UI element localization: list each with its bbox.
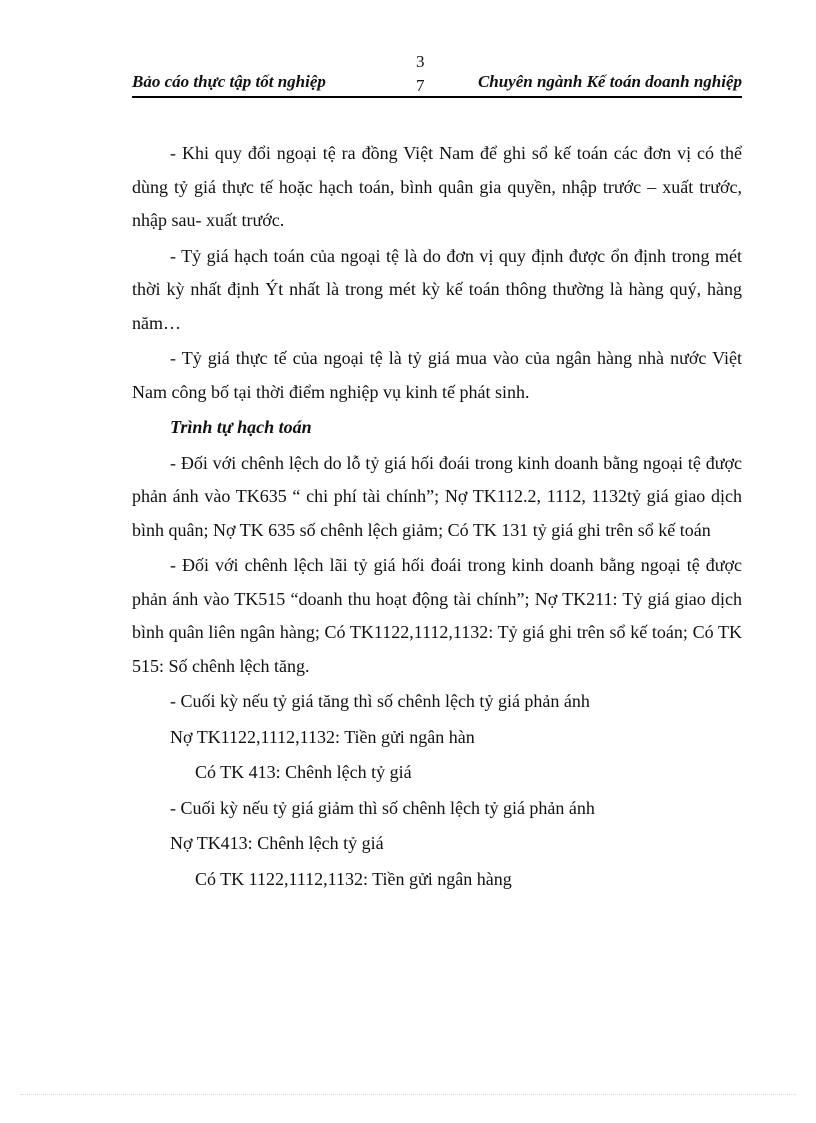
page-number-bottom: 7 (416, 76, 425, 95)
header-major-title: Chuyên ngành Kế toán doanh nghiệp (477, 72, 742, 91)
paragraph-exchange-gain: - Đối với chênh lệch lãi tỷ giá hối đoái trong kinh doanh bằng ngoại tệ được phản ánh vào TK515 “doanh thu hoạt động tài chính”; Nợ TK211: Tỷ giá giao dịch bình quân liên ngân hàng; Có TK1122,1112,1132: Tỷ giá ghi trên sổ kế toán; Có TK 515: Số chênh lệch tăng. (132, 555, 742, 676)
entry-line-debit-413: Nợ TK413: Chênh lệch tỷ giá (170, 833, 384, 853)
entry-line-increase: - Cuối kỳ nếu tỷ giá tăng thì số chênh lệch tỷ giá phản ánh (170, 691, 590, 711)
entry-line-decrease: - Cuối kỳ nếu tỷ giá giảm thì số chênh lệch tỷ giá phản ánh (170, 797, 595, 818)
paragraph-exchange-loss: - Đối với chênh lệch do lỗ tỷ giá hối đoái trong kinh doanh bằng ngoại tệ được phản ánh vào TK635 “ chi phí tài chính”; Nợ TK112.2, 1112, 1132tỷ giá giao dịch bình quân; Nợ TK 635 số chênh lệch giảm; Có TK 131 tỷ giá ghi trên sổ kế toán (132, 452, 742, 540)
entry-line-debit-bank: Nợ TK1122,1112,1132: Tiền gửi ngân hàn (170, 726, 475, 747)
paragraph-conversion: - Khi quy đổi ngoại tệ ra đồng Việt Nam để ghi sổ kế toán các đơn vị có thể dùng tỷ giá thực tế hoặc hạch toán, bình quân gia quyền, nhập trước – xuất trước, nhập sau- xuất trước. (132, 143, 742, 230)
section-heading: Trình tự hạch toán (170, 417, 312, 437)
document-body (132, 137, 742, 898)
page-number-top: 3 (416, 52, 425, 71)
header-report-title: Bảo cáo thực tập tốt nghiệp (132, 72, 326, 91)
entry-line-credit-bank: Có TK 1122,1112,1132: Tiền gửi ngân hàng (195, 868, 512, 889)
paragraph-accounting-rate: - Tỷ giá hạch toán của ngoại tệ là do đơn vị quy định được ổn định trong mét thời kỳ nhất định Ýt nhất là trong mét kỳ kế toán thông thường là hàng quý, hàng năm… (132, 245, 742, 333)
page-bottom-divider (20, 1094, 796, 1095)
page-header (132, 52, 742, 98)
entry-line-credit-413: Có TK 413: Chênh lệch tỷ giá (195, 762, 412, 782)
paragraph-actual-rate: - Tỷ giá thực tế của ngoại tệ là tỷ giá mua vào của ngân hàng nhà nước Việt Nam công bố tại thời điểm nghiệp vụ kinh tế phát sinh. (132, 348, 742, 402)
